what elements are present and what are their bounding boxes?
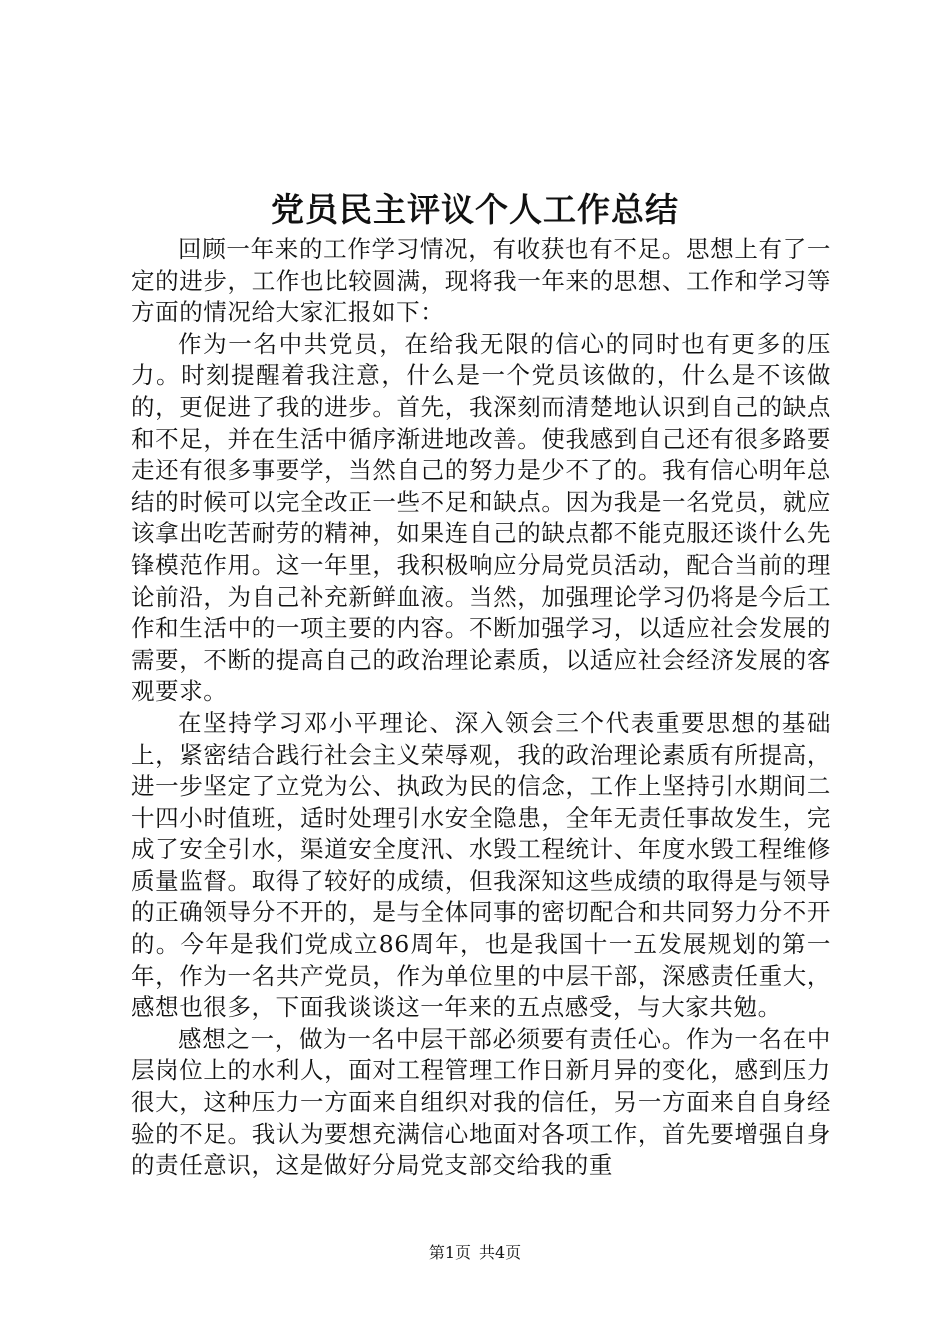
paragraph: 在坚持学习邓小平理论、深入领会三个代表重要思想的基础上，紧密结合践行社会主义荣辱观，我的政治理论素质有所提高，进一步坚定了立党为公、执政为民的信念，工作上坚持引水期间二十四小时值班，适时处理引水安全隐患，全年无责任事故发生，完成了安全引水，渠道安全度汛、水毁工程统计、年度水毁工程维修质量监督。取得了较好的成绩，但我深知这些成绩的取得是与领导的正确领导分不开的，是与全体同事的密切配合和共同努力分不开的。今年是我们党成立86周年，也是我国十一五发展规划的第一年，作为一名共产党员，作为单位里的中层干部，深感责任重大，感想也很多，下面我谈谈这一年来的五点感受，与大家共勉。	[131, 708, 831, 1022]
paragraph: 作为一名中共党员，在给我无限的信心的同时也有更多的压力。时刻提醒着我注意，什么是一个党员该做的，什么是不该做的，更促进了我的进步。首先，我深刻而清楚地认识到自己的缺点和不足，并在生活中循序渐进地改善。使我感到自己还有很多路要走还有很多事要学，当然自己的努力是少不了的。我有信心明年总结的时候可以完全改正一些不足和缺点。因为我是一名党员，就应该拿出吃苦耐劳的精神，如果连自己的缺点都不能克服还谈什么先锋模范作用。这一年里，我积极响应分局党员活动，配合当前的理论前沿，为自己补充新鲜血液。当然，加强理论学习仍将是今后工作和生活中的一项主要的内容。不断加强学习，以适应社会发展的需要，不断的提高自己的政治理论素质，以适应社会经济发展的客观要求。	[131, 329, 831, 706]
page-number: 第1页	[428, 1243, 471, 1262]
document-title: 党员民主评议个人工作总结	[271, 190, 679, 229]
page-total: 共4页	[479, 1243, 522, 1262]
document-body	[131, 234, 831, 1182]
paragraph: 回顾一年来的工作学习情况，有收获也有不足。思想上有了一定的进步，工作也比较圆满，现将我一年来的思想、工作和学习等方面的情况给大家汇报如下：	[131, 235, 831, 327]
page-footer	[0, 1242, 950, 1264]
paragraph: 感想之一，做为一名中层干部必须要有责任心。作为一名在中层岗位上的水利人，面对工程管理工作日新月异的变化，感到压力很大，这种压力一方面来自组织对我的信任，另一方面来自自身经验的不足。我认为要想充满信心地面对各项工作，首先要增强自身的责任意识，这是做好分局党支部交给我的重	[131, 1024, 831, 1180]
